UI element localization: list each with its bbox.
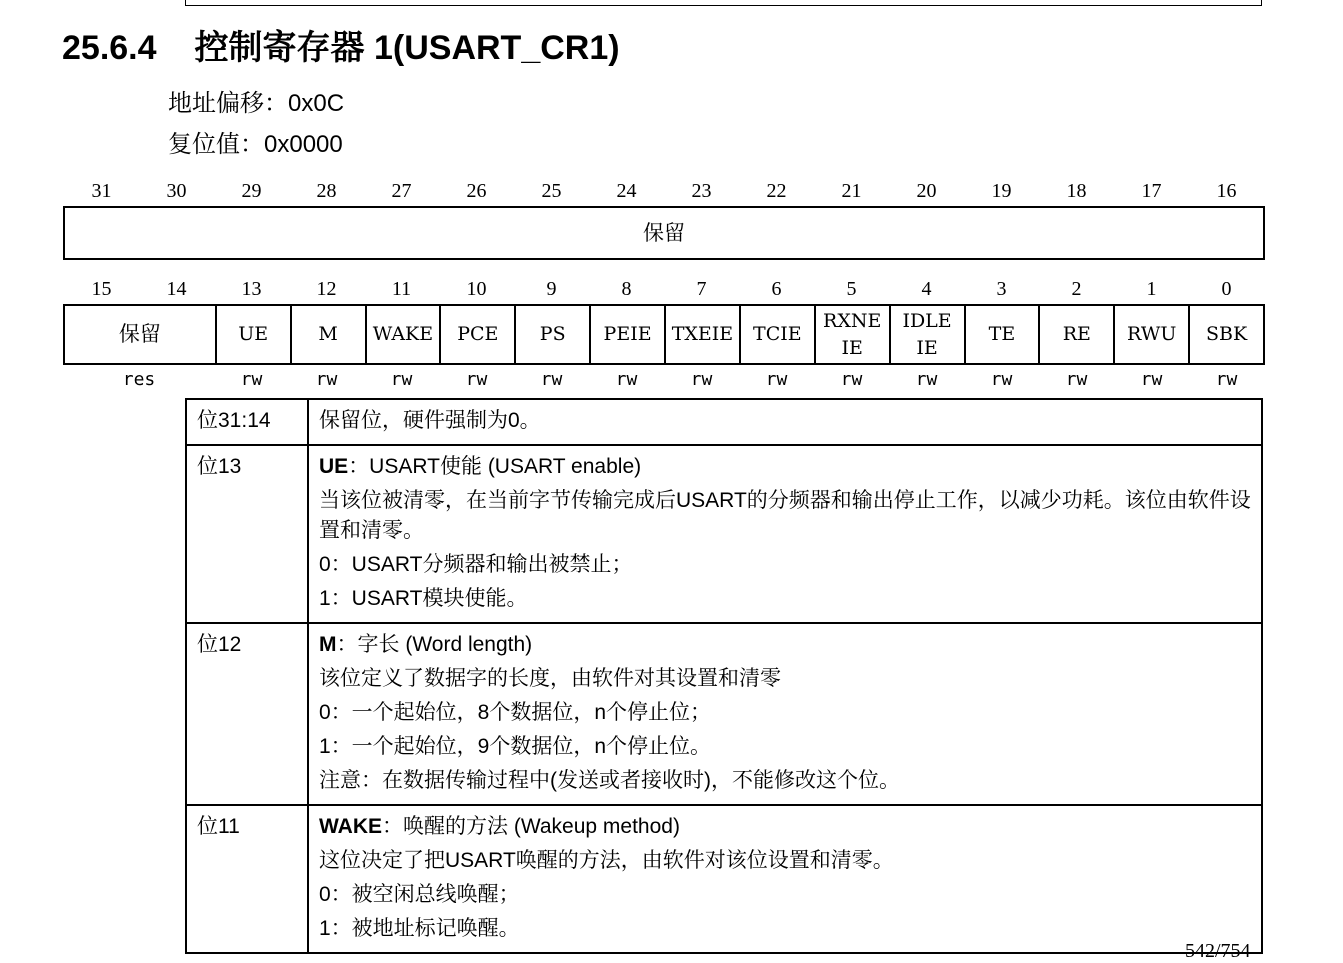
access-re: rw <box>1065 369 1088 390</box>
field-peie: PEIE <box>589 306 664 363</box>
bit-number: 13 <box>241 278 262 300</box>
access-tcie: rw <box>765 369 788 390</box>
address-offset: 地址偏移：0x0C <box>168 90 345 117</box>
access-ue: rw <box>240 369 263 390</box>
previous-table-bottom-border <box>185 0 1262 6</box>
bit-number: 16 <box>1216 180 1237 202</box>
bit-number: 31 <box>91 180 112 202</box>
bit-number: 10 <box>466 278 487 300</box>
reserved-field-high: 保留 <box>643 220 685 245</box>
description-text: 当该位被清零，在当前字节传输完成后USART的分频器和输出停止工作，以减少功耗。该位由软件设置和清零。 <box>319 489 1251 542</box>
access-txeie: rw <box>690 369 713 390</box>
section-title: 控制寄存器 1(USART_CR1) <box>194 29 620 67</box>
access-types <box>64 369 1264 390</box>
access-idleie: rw <box>915 369 938 390</box>
bit-number: 22 <box>766 180 787 202</box>
access-te: rw <box>990 369 1013 390</box>
field-title-text: ：USART使能 (USART enable) <box>348 455 642 478</box>
field-name: UE <box>319 455 349 478</box>
bit-number: 15 <box>91 278 112 300</box>
field-name: M <box>319 633 337 656</box>
bit-number: 1 <box>1146 278 1157 300</box>
bit-number: 17 <box>1141 180 1162 202</box>
value-0: 0：USART分频器和输出被禁止； <box>319 553 633 576</box>
reserved-field-low: 保留 <box>118 322 161 346</box>
bit-number: 29 <box>241 180 262 202</box>
bit-number: 25 <box>541 180 562 202</box>
bit-number: 0 <box>1221 278 1232 300</box>
field-ps: PS <box>514 306 589 363</box>
description-text: 这位决定了把USART唤醒的方法，由软件对该位设置和清零。 <box>319 849 894 872</box>
register-lower-half <box>63 304 1265 365</box>
bit-number: 24 <box>616 180 637 202</box>
bit-number: 3 <box>996 278 1007 300</box>
access-ps: rw <box>540 369 563 390</box>
bit-description <box>308 623 1262 805</box>
bit-number: 23 <box>691 180 712 202</box>
access-rwu: rw <box>1140 369 1163 390</box>
bit-number: 7 <box>696 278 707 300</box>
bit-number: 21 <box>841 180 862 202</box>
field-title-text: ：字长 (Word length) <box>336 633 533 656</box>
access-m: rw <box>315 369 338 390</box>
field-title <box>319 450 1251 484</box>
field-rxneie <box>814 306 889 363</box>
field-rxneie-label: RXNE IE <box>823 309 882 359</box>
value-0: 0：被空闲总线唤醒； <box>319 883 520 906</box>
page-number: 542/754 <box>1185 940 1251 962</box>
value-1: 1：USART模块使能。 <box>319 587 528 610</box>
bit-range-label: 位13 <box>186 445 308 623</box>
bit-range-label: 位11 <box>186 805 308 953</box>
bit-number: 9 <box>546 278 557 300</box>
bit-number: 27 <box>391 180 412 202</box>
field-idleie <box>889 306 964 363</box>
field-wake: WAKE <box>365 306 440 363</box>
bit-description <box>308 399 1262 445</box>
bit-range-label: 位31:14 <box>186 399 308 445</box>
bit-number: 28 <box>316 180 337 202</box>
note-text: 注意：在数据传输过程中(发送或者接收时)，不能修改这个位。 <box>319 769 900 792</box>
bit-number: 11 <box>391 278 412 300</box>
reset-value: 复位值：0x0000 <box>168 131 343 158</box>
field-txeie: TXEIE <box>664 306 739 363</box>
bit-number: 18 <box>1066 180 1087 202</box>
bit-range-label: 位12 <box>186 623 308 805</box>
bit-number: 6 <box>771 278 782 300</box>
table-row <box>186 623 1262 805</box>
bit-number: 5 <box>846 278 857 300</box>
field-tcie: TCIE <box>739 306 814 363</box>
value-1: 1：一个起始位，9个数据位，n个停止位。 <box>319 735 712 758</box>
access-pce: rw <box>465 369 488 390</box>
access-rxneie: rw <box>840 369 863 390</box>
description-text: 该位定义了数据字的长度，由软件对其设置和清零 <box>319 667 781 690</box>
field-title <box>319 810 1251 844</box>
value-0: 0：一个起始位，8个数据位，n个停止位； <box>319 701 712 724</box>
bit-number: 30 <box>166 180 187 202</box>
field-te: TE <box>964 306 1039 363</box>
bit-description <box>308 445 1262 623</box>
section-number: 25.6.4 <box>62 29 157 67</box>
access-peie: rw <box>615 369 638 390</box>
bit-number: 12 <box>316 278 337 300</box>
field-idleie-label: IDLE IE <box>902 309 952 359</box>
field-re: RE <box>1038 306 1113 363</box>
section-heading <box>62 26 620 70</box>
access-reserved: res <box>122 369 156 390</box>
field-name: WAKE <box>319 815 382 838</box>
lower-bit-numbers <box>64 278 1264 301</box>
table-row <box>186 805 1262 953</box>
field-title <box>319 628 1251 662</box>
bit-number: 20 <box>916 180 937 202</box>
value-1: 1：被地址标记唤醒。 <box>319 917 520 940</box>
access-wake: rw <box>390 369 413 390</box>
field-rwu: RWU <box>1113 306 1188 363</box>
field-pce: PCE <box>439 306 514 363</box>
register-upper-half <box>63 206 1265 260</box>
field-m: M <box>290 306 365 363</box>
bit-number: 8 <box>621 278 632 300</box>
field-sbk: SBK <box>1188 306 1263 363</box>
bit-number: 26 <box>466 180 487 202</box>
table-row <box>186 399 1262 445</box>
bit-number: 4 <box>921 278 932 300</box>
table-row <box>186 445 1262 623</box>
bit-number: 14 <box>166 278 187 300</box>
bit-description-table <box>185 398 1263 954</box>
field-ue: UE <box>215 306 290 363</box>
bit-number: 19 <box>991 180 1012 202</box>
bit-description <box>308 805 1262 953</box>
description-text: 保留位，硬件强制为0。 <box>319 409 541 432</box>
bit-number: 2 <box>1071 278 1082 300</box>
field-title-text: ：唤醒的方法 (Wakeup method) <box>382 815 680 838</box>
upper-bit-numbers <box>64 180 1264 203</box>
access-sbk: rw <box>1215 369 1238 390</box>
